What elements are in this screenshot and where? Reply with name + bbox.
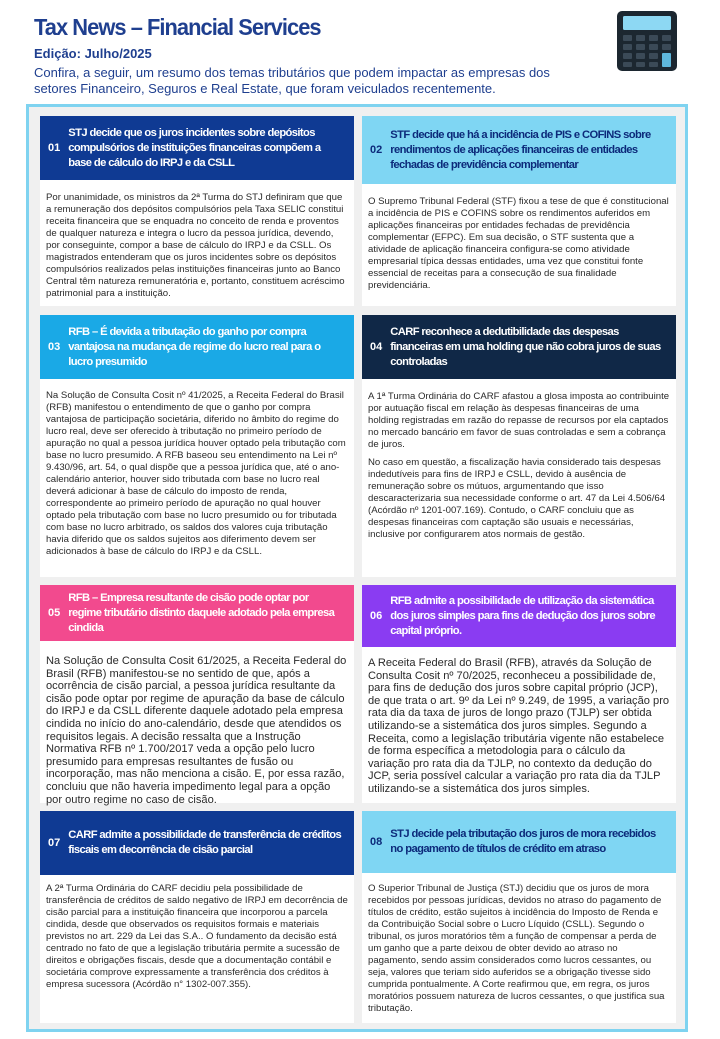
article-paragraph: Na Solução de Consulta Cosit nº 41/2025, a Receita Federal do Brasil (RFB) manifestou o entendimento de que o ganho por compra vantajosa de participação societária, diferido no âmbito do regime do lucro real, deve ser oferecido à tributação no primeiro período de apuração no qual a pessoa jurídica houver optado pela tributação com base no lucro presumido. A RFB baseou seu entendimento na Lei nº 9.430/96, art. 54, o qual dispõe que a pessoa jurídica que, até o ano-calendário anterior, houver sido tributada com base no lucro real deverá adicionar à base de cálculo do imposto de renda, correspondente ao primeiro período de apuração no qual houver optado pela tributação com base no lucro presumido ou for tributada com base no lucro arbitrado, os saldos dos valores cuja tributação havia diferido que os saldos sujeitos aos diferimento devem ser adicionados à base de cálculo do IRPJ e da CSLL. [46,390,346,557]
article-title: STJ decide pela tributação dos juros de mora recebidos no pagamento de títulos de crédito em atraso [390,828,656,855]
article-card-01 [40,116,354,306]
calculator-icon [614,10,680,72]
article-number: 01 [48,142,61,154]
article-title: RFB admite a possibilidade de utilização da sistemática dos juros simples para fins de dedução dos juros sobre capital próprio. [390,594,656,637]
article-title: CARF admite a possibilidade de transferência de créditos fiscais em decorrência de cisão parcial [68,829,342,856]
page-title: Tax News – Financial Services [34,14,321,40]
article-number: 07 [48,837,61,849]
article-header-05 [40,585,354,641]
article-body [46,390,348,564]
intro-text: Confira, a seguir, um resumo dos temas tributários que podem impactar as empresas dos setores Financeiro, Seguros e Real Estate, que foram veiculados recentemente. [34,65,550,96]
article-number: 05 [48,607,61,619]
article-body [368,196,670,298]
article-number: 03 [48,341,61,353]
article-number: 08 [370,836,383,848]
article-title: CARF reconhece a dedutibilidade das despesas financeiras em uma holding que não cobra juros de suas controladas [390,325,661,368]
article-paragraph: A 1ª Turma Ordinária do CARF afastou a glosa imposta ao contribuinte por autuação fiscal em relação às despesas financeiras de uma holding registradas em razão do repasse de recursos por ela captados no mercado bancário em favor de suas controladas e sem a cobrança de juros. [368,391,670,450]
article-card-06 [362,585,676,803]
article-card-08 [362,811,676,1023]
article-number: 04 [370,341,383,353]
article-header-04 [362,315,676,379]
article-number: 02 [370,144,383,156]
article-card-03 [40,315,354,577]
article-paragraph: No caso em questão, a fiscalização havia considerado tais despesas indedutíveis para fins de IRPJ e CSLL, devido à ausência de remuneração sobre os mútuos, argumentando que isso descaracterizaria sua necessidade conforme o art. 47 da Lei 4.506/64 (Acórdão nº 1201-007.169). Contudo, o CARF concluiu que as despesas financeiras com captação são usuais e necessárias, inclusive por configurarem atos normais de gestão. [368,457,666,540]
article-paragraph: A Receita Federal do Brasil (RFB), através da Solução de Consulta Cosit nº 70/2025, reconheceu a possibilidade de, para fins de dedução dos juros sobre capital próprio (JCP), de que trata o art. 9º da Lei nº 9.249, de 1995, a variação pro rata dia da taxa de juros de longo prazo (TJLP) ser obtida utilizando-se a sistemática dos juros simples. Segundo a Receita, como a legislação tributária vigente não estabelece de forma específica a metodologia para o cálculo da variação pro rata dia da TJLP, no contexto da dedução do JCP, seria possível calcular a variação pro rata dia da TJLP utilizando-se a sistemática dos juros simples. [368,657,670,795]
article-header-03 [40,315,354,379]
article-title: STF decide que há a incidência de PIS e COFINS sobre rendimentos de aplicações financeiras de entidades fechadas de previdência complementar [390,128,651,171]
article-header-07 [40,811,354,875]
article-body [46,655,348,812]
article-card-02 [362,116,676,306]
article-header-02 [362,116,676,184]
article-paragraph: Por unanimidade, os ministros da 2ª Turma do STJ definiram que que a remuneração dos depósitos compulsórios pela Taxa SELIC constitui receita financeira que se enquadra no conceito de renda e proventos de qualquer natureza e integra o lucro da pessoa jurídica, devendo, por conseguinte, compor a base de cálculo do IRPJ e da CSLL. Os magistrados entenderam que os juros incidentes sobre os depósitos compulsórios realizados pelas instituições financeiras junto ao Banco Central têm natureza remuneratória e, portanto, constituem acréscimo patrimonial para a instituição. [46,192,345,299]
article-body [368,657,670,802]
article-body [368,883,670,1021]
article-body [46,883,348,997]
article-card-07 [40,811,354,1023]
article-title: STJ decide que os juros incidentes sobre depósitos compulsórios de instituições financeiras compõem a base de cálculo do IRPJ e da CSLL [68,126,321,169]
article-paragraph: O Superior Tribunal de Justiça (STJ) decidiu que os juros de mora recebidos por pessoas jurídicas, devidos no atraso do pagamento de títulos de crédito, estão sujeitos à incidência do Imposto de Renda e da Contribuição Social sobre o Lucro Líquido (CSLL). Segundo o tribunal, os juros moratórios têm a função de compensar a perda de um ganho que a parte deixou de obter devido ao atraso no pagamento, sendo assim considerados como lucros cessantes, ou seja, valores que teriam sido auferidos se a obrigação tivesse sido cumprida pontualmente. A Corte reafirmou que, em regra, os juros moratórios possuem natureza de lucros cessantes, o que justifica sua tributação. [368,883,665,1014]
article-paragraph: A 2ª Turma Ordinária do CARF decidiu pela possibilidade de transferência de créditos de saldo negativo de IRPJ em decorrência de cisão parcial para a instituição financeira que incorporou a parcela cindida, desde que observados os requisitos formais e materiais previstos no art. 229 da Lei das S.A.. O fundamento da decisão está centrado no fato de que a legislação tributária permite a sucessão de direitos e obrigações fiscais, desde que a documentação contábil e societária comprove expressamente a transferência dos créditos à empresa sucessora (Acórdão n° 1302-007.355). [46,883,348,990]
article-body [368,391,670,547]
article-header-06 [362,585,676,647]
article-header-08 [362,811,676,873]
edition-label: Edição: Julho/2025 [34,46,152,61]
article-card-04 [362,315,676,577]
article-header-01 [40,116,354,180]
article-number: 06 [370,610,383,622]
article-title: RFB – Empresa resultante de cisão pode optar por regime tributário distinto daquele adotado pela empresa cindida [68,591,335,634]
article-title: RFB – É devida a tributação do ganho por compra vantajosa na mudança de regime do lucro real para o lucro presumido [68,325,321,368]
article-paragraph: O Supremo Tribunal Federal (STF) fixou a tese de que é constitucional a incidência de PIS e COFINS sobre os rendimentos auferidos em aplicações financeiras por entidades fechadas de previdência complementar (EFPC). Em sua decisão, o STF sustenta que a atividade de aplicação financeira configura-se como atividade empresarial típica dessas entidades, uma vez que constitui fonte essencial de receitas para a consecução de sua finalidade previdenciária. [368,196,669,291]
article-card-05 [40,585,354,806]
article-paragraph: Na Solução de Consulta Cosit 61/2025, a Receita Federal do Brasil (RFB) manifestou-se no sentido de que, após a ocorrência de cisão parcial, a pessoa jurídica resultante da cisão pode optar por regime de apuração da base de cálculo do IRPJ e da CSLL diferente daquele adotado pela empresa cindida no início do ano-calendário, desde que atendidos os requisitos legais. A decisão ressalta que a Instrução Normativa RFB nº 1.700/2017 veda a opção pelo lucro presumido para empresas resultantes de fusão ou incorporação, mas não menciona a cisão. E, por essa razão, concluiu que não haveria impedimento legal para a opção por outro regime no caso de cisão. [46,655,347,806]
article-body [46,192,348,306]
